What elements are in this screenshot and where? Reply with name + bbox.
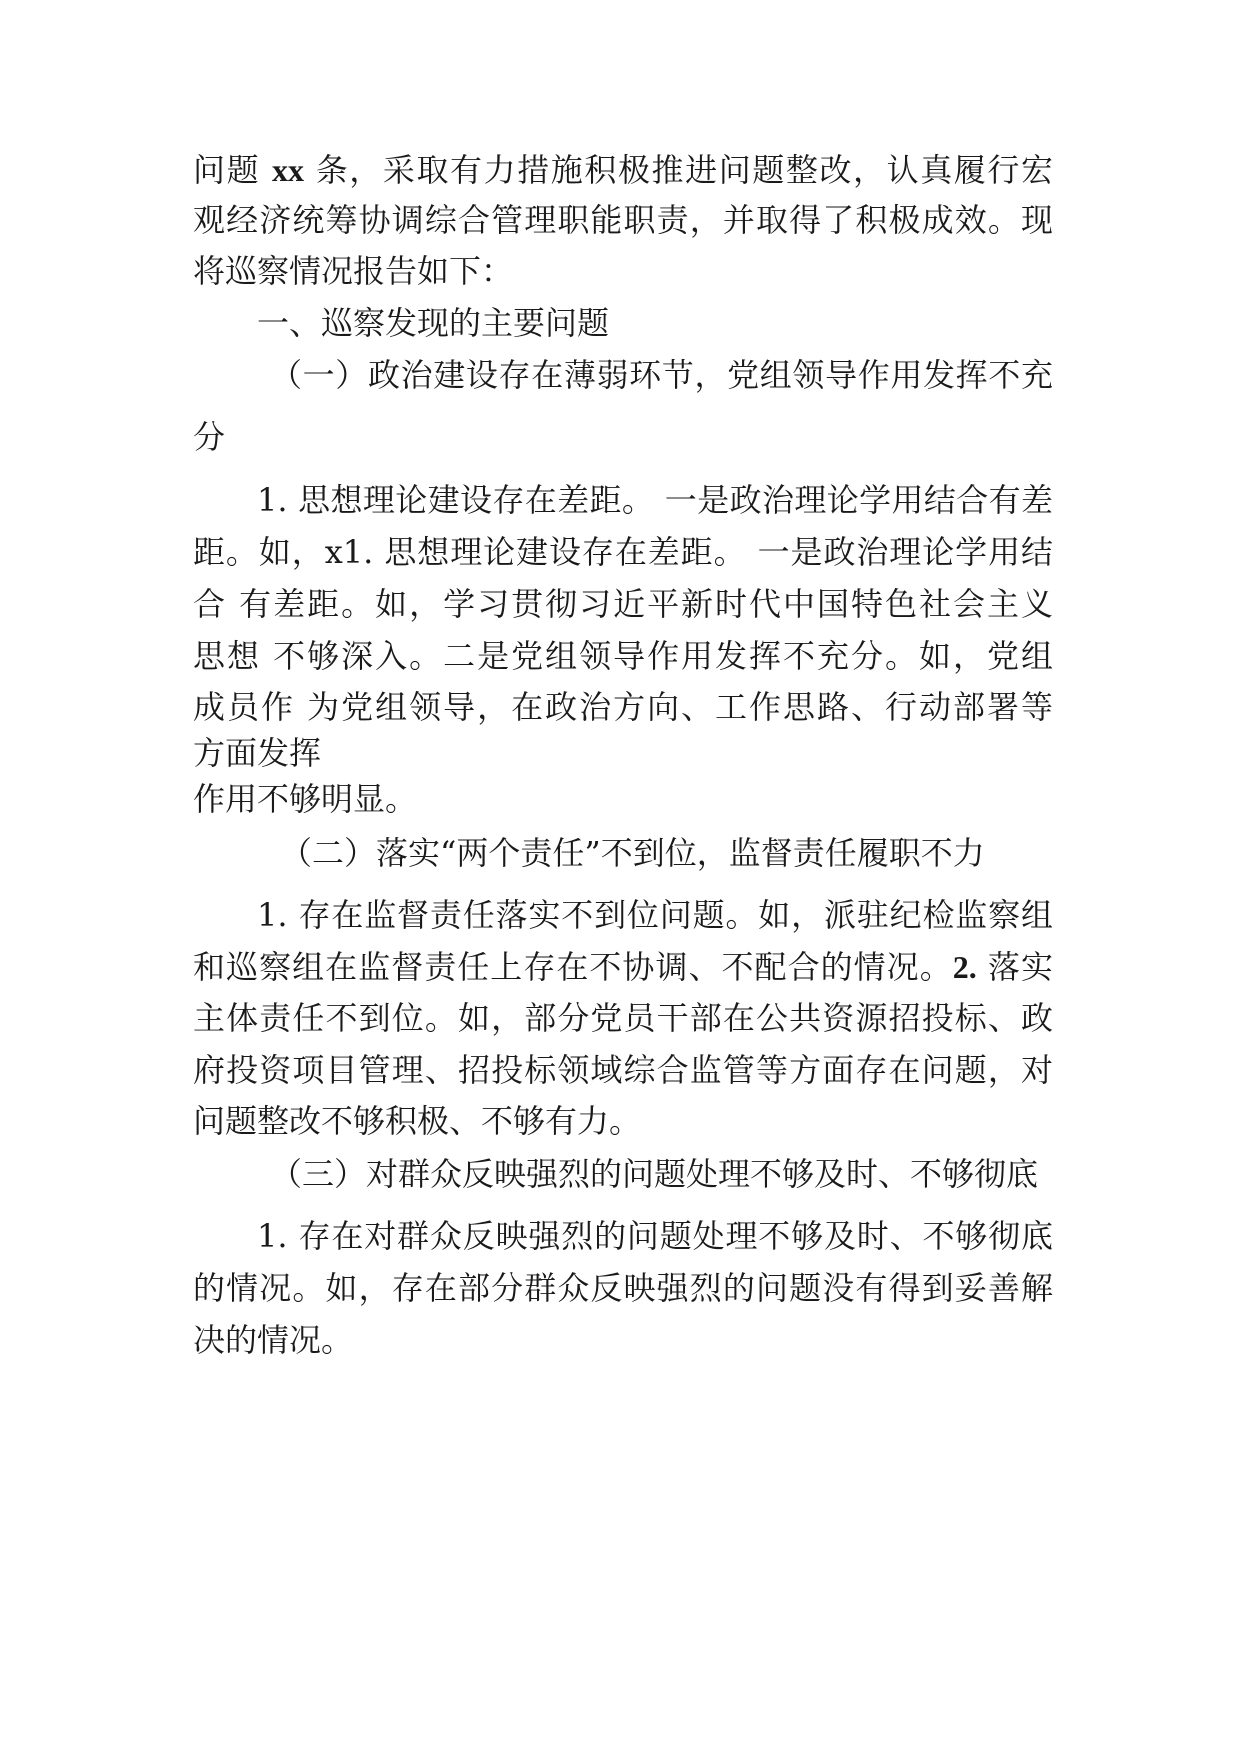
subsection-heading-continuation: 分: [193, 418, 226, 456]
text-line: 思想 不够深入。二是党组领导作用发挥不充分。如，党组: [193, 637, 1053, 675]
subsection-heading: （二）落实“两个责任”不到位，监督责任履职不力: [280, 834, 985, 872]
text-line: 距。如，x1. 思想理论建设存在差距。 一是政治理论学用结: [193, 533, 1053, 571]
text-line: 决的情况。: [193, 1321, 354, 1359]
text-line: 问题 xx 条，采取有力措施积极推进问题整改，认真履行宏: [193, 151, 1053, 189]
text-line: 1. 存在对群众反映强烈的问题处理不够及时、不够彻底: [257, 1217, 1053, 1255]
text-line: 成员作 为党组领导，在政治方向、工作思路、行动部署等: [193, 688, 1053, 726]
section-heading: 一、巡察发现的主要问题: [257, 304, 610, 342]
text-line: 和巡察组在监督责任上存在不协调、不配合的情况。2. 落实: [193, 948, 1053, 986]
text-line: 府投资项目管理、招投标领域综合监管等方面存在问题，对: [193, 1051, 1053, 1089]
text-line: 作用不够明显。: [193, 780, 418, 818]
text-line: 1. 存在监督责任落实不到位问题。如，派驻纪检监察组: [257, 896, 1053, 934]
text-line: 方面发挥: [193, 734, 322, 772]
text-line: 将巡察情况报告如下：: [193, 252, 514, 290]
subsection-heading: （三）对群众反映强烈的问题处理不够及时、不够彻底: [270, 1155, 1039, 1193]
text-line: 合 有差距。如，学习贯彻习近平新时代中国特色社会主义: [193, 585, 1053, 623]
bold-fragment: 2.: [952, 949, 977, 985]
text-line: 问题整改不够积极、不够有力。: [193, 1102, 642, 1140]
subsection-heading: （一）政治建设存在薄弱环节，党组领导作用发挥不充: [270, 356, 1053, 394]
text-line: 主体责任不到位。如，部分党员干部在公共资源招投标、政: [193, 999, 1053, 1037]
text-line: 1. 思想理论建设存在差距。 一是政治理论学用结合有差: [257, 481, 1053, 519]
bold-fragment: xx: [271, 152, 304, 188]
text-line: 观经济统筹协调综合管理职能职责，并取得了积极成效。现: [193, 201, 1053, 239]
text-line: 的情况。如，存在部分群众反映强烈的问题没有得到妥善解: [193, 1269, 1053, 1307]
